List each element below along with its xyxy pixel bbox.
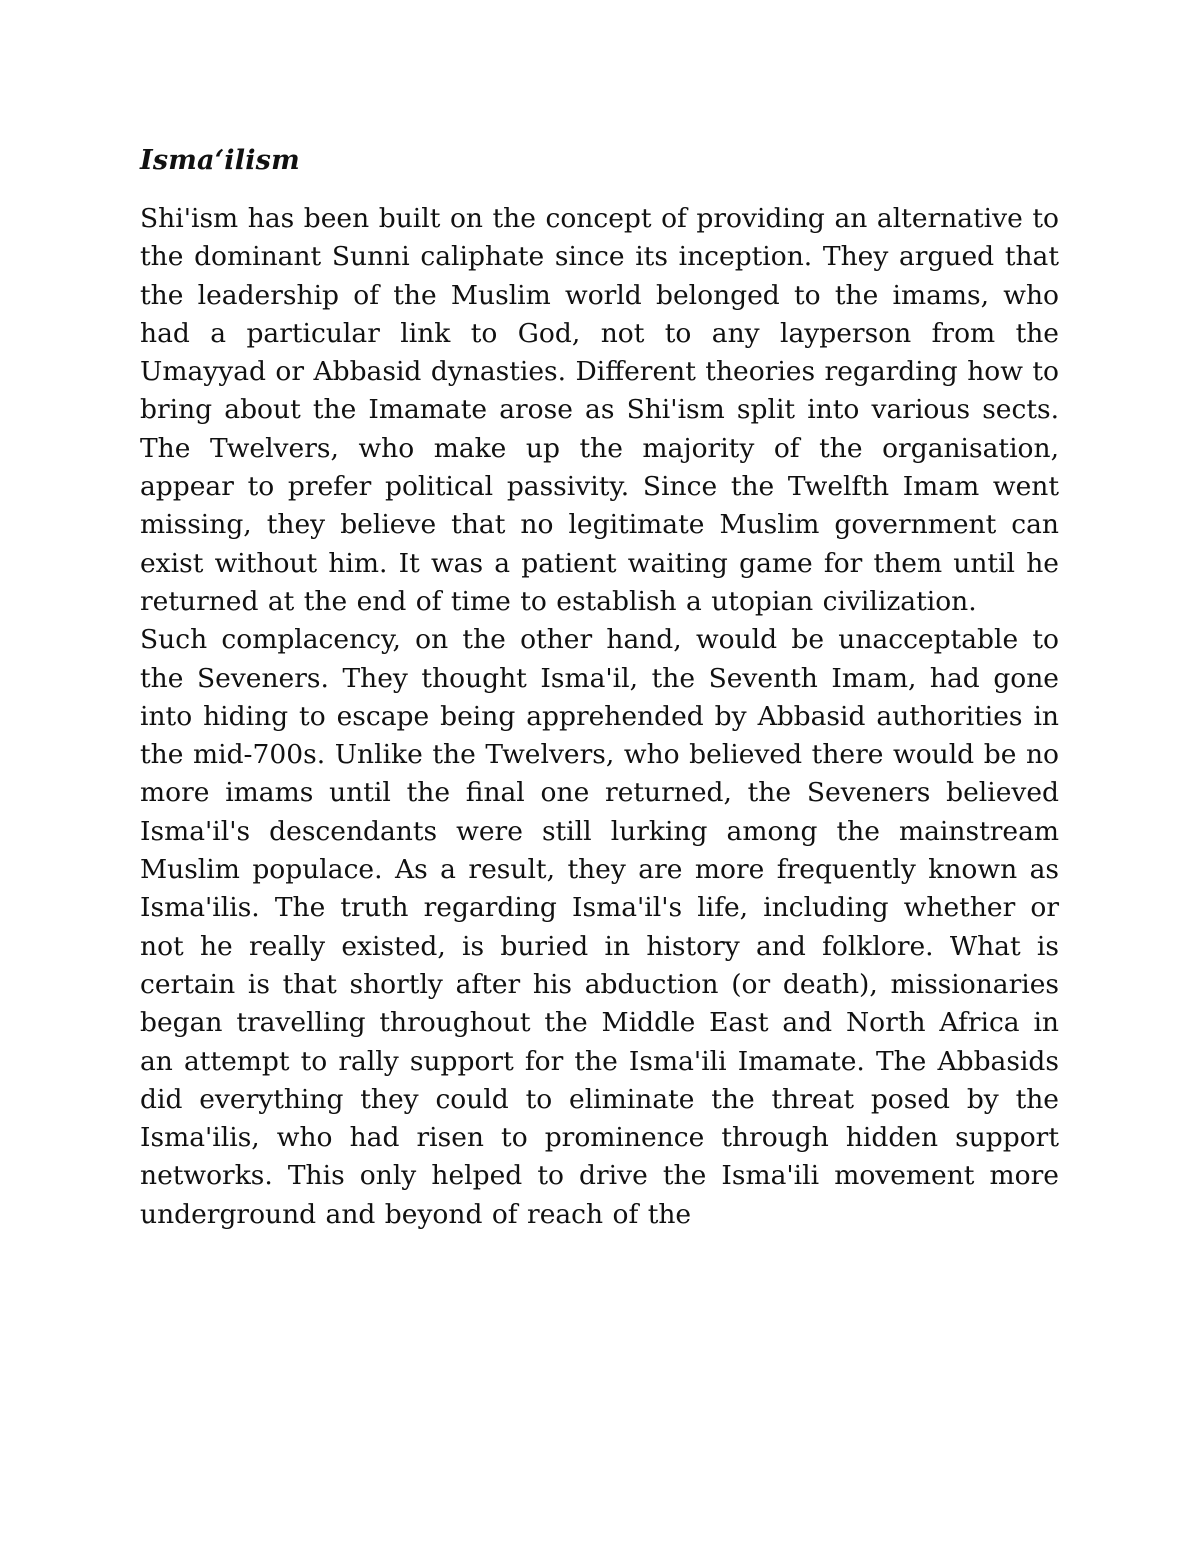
body-paragraph-1: Shi'ism has been built on the concept of providing an alternative to the dominant Sunni caliphate since its inception. They argued that the leadership of the Muslim world belonged to the imams, who had a particular link to God, not to any layperson from the Umayyad or Abbasid dynasties. Different theories regarding how to bring about the Imamate arose as Shi'ism split into various sects. The Twelvers, who make up the majority of the organisation, appear to prefer political passivity. Since the Twelfth Imam went missing, they believe that no legitimate Muslim government can exist without him. It was a patient waiting game for them until he returned at the end of time to establish a utopian civilization. <box>140 203 1059 617</box>
section-heading: Isma‘ilism <box>140 145 300 176</box>
document-page <box>140 140 1059 1234</box>
body-paragraph-2: Such complacency, on the other hand, would be unacceptable to the Seveners. They thought Isma'il, the Seventh Imam, had gone into hiding to escape being apprehended by Abbasid authorities in the mid-700s. Unlike the Twelvers, who believed there would be no more imams until the final one returned, the Seveners believed Isma'il's descendants were still lurking among the mainstream Muslim populace. As a result, they are more frequently known as Isma'ilis. The truth regarding Isma'il's life, including whether or not he really existed, is buried in history and folklore. What is certain is that shortly after his abduction (or death), missionaries began travelling throughout the Middle East and North Africa in an attempt to rally support for the Isma'ili Imamate. The Abbasids did everything they could to eliminate the threat posed by the Isma'ilis, who had risen to prominence through hidden support networks. This only helped to drive the Isma'ili movement more underground and beyond of reach of the <box>140 624 1059 1230</box>
